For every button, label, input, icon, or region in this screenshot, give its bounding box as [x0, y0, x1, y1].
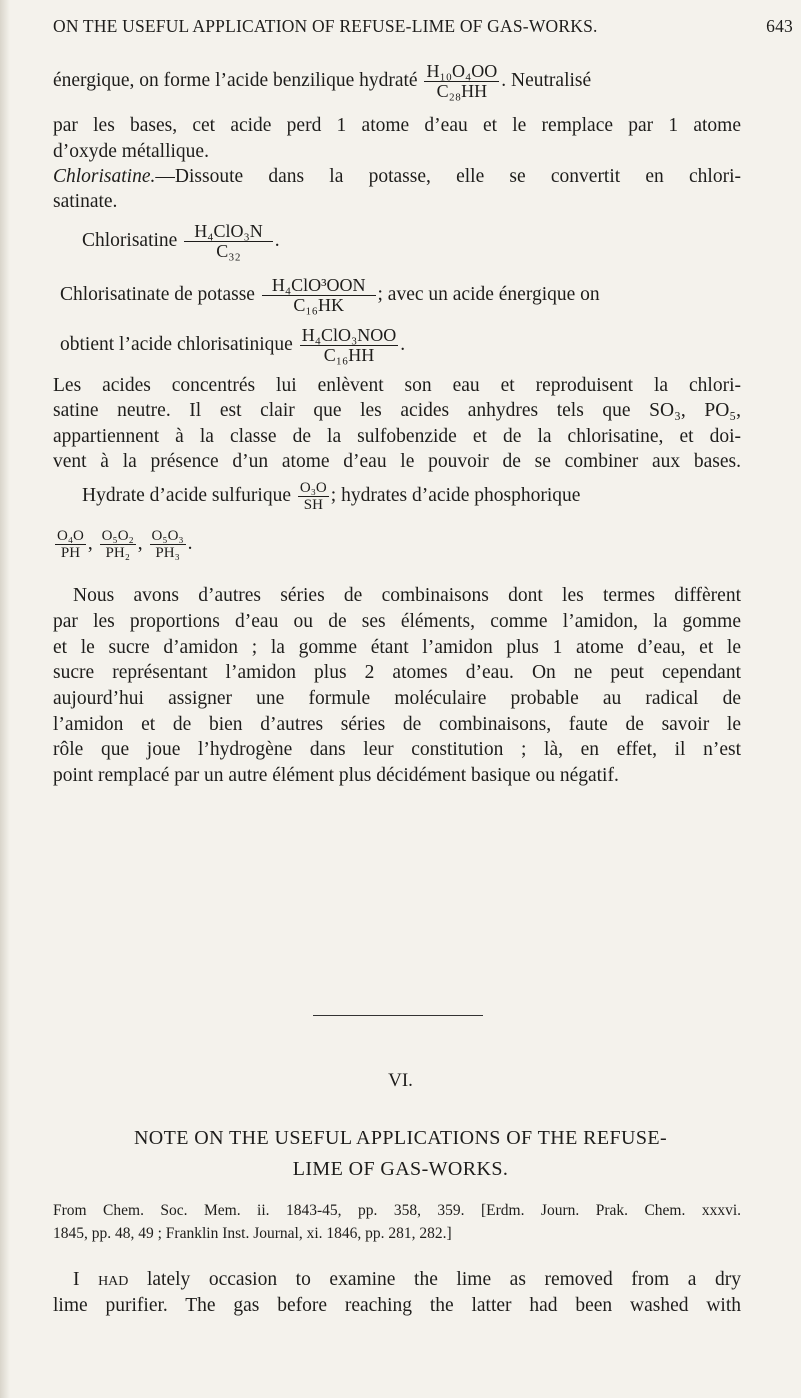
section-number: VI. [388, 1070, 413, 1091]
section-divider [313, 1015, 483, 1016]
paragraph-line: par les proportions d’eau ou de ses éléments, comme l’amidon, la gomme [53, 611, 741, 632]
source-citation: From Chem. Soc. Mem. ii. 1843-45, pp. 358, 359. [Erdm. Journ. Prak. Chem. xxxvi. [53, 1202, 741, 1219]
paragraph-line: l’amidon et de bien d’autres séries de combinaisons, faute de savoir le [53, 714, 741, 735]
paragraph-line: aujourd’hui assigner une formule moléculaire probable au radical de [53, 688, 741, 709]
page-number: 643 [766, 16, 793, 36]
phosphoric-hydrates: $\frac{\text{O₄O}}{PH}$ , $\frac{\text{O₅O₂}}{\text{PH₂}}$ , $\frac{\text{O₅O₃}}{\text{PH₃}}$ . [57, 528, 193, 561]
paragraph-line: Nous avons d’autres séries de combinaisons dont les termes diffèrent [73, 585, 741, 606]
running-header [53, 16, 793, 37]
paragraph-line: sucre représentant l’amidon plus 2 atomes d’eau. On ne peut cependant [53, 662, 741, 683]
paragraph-line: rôle que joue l’hydrogène dans leur constitution ; là, en effet, il n’est [53, 739, 741, 760]
formula-phosphoric-hydrate: $\frac{\text{O₄O}}{PH}$ [57, 528, 84, 561]
paragraph-line: lime purifier. The gas before reaching the latter had been washed with [53, 1295, 741, 1316]
page-binding-shadow [0, 0, 10, 1398]
formula-line: Chlorisatine $\frac{\text{H₄ClO₃N}}{\text{C₃₂}}$ . [82, 221, 280, 261]
formula-line: Hydrate d’acide sulfurique $\frac{\text{O₃O}}{SH}$ ; hydrates d’acide phosphorique [82, 480, 581, 513]
section-title-line: NOTE ON THE USEFUL APPLICATIONS OF THE REFUSE- [133, 1127, 668, 1149]
paragraph-line: par les bases, cet acide perd 1 atome d’eau et le remplace par 1 atome [53, 115, 741, 136]
paragraph-line: Les acides concentrés lui enlèvent son eau et reproduisent la chlori- [53, 375, 741, 396]
formula-line: obtient l’acide chlorisatinique $\frac{\text{H₄ClO₃NOO}}{\text{C₁₆HH}}$ . [60, 325, 406, 365]
paragraph-line: d’oxyde métallique. [53, 141, 209, 162]
paragraph-line: et le sucre d’amidon ; la gomme étant l’amidon plus 1 atome d’eau, et le [53, 637, 741, 658]
paragraph-line: appartiennent à la classe de la sulfobenzide et de la chlorisatine, et doi- [53, 426, 741, 447]
section-heading-chlorisatine: Chlorisatine. [53, 166, 156, 187]
source-citation: 1845, pp. 48, 49 ; Franklin Inst. Journal, xi. 1846, pp. 281, 282.] [53, 1225, 452, 1242]
paragraph-line: satine neutre. Il est clair que les acides anhydres tels que SO₃, PO₅, [53, 400, 741, 421]
paragraph-line: satinate. [53, 191, 118, 212]
formula-phosphoric-hydrate: $\frac{\text{O₅O₃}}{\text{PH₃}}$ [151, 528, 184, 561]
formula-chlorisatinic-acid: $\frac{\text{H₄ClO₃NOO}}{\text{C₁₆HH}}$ [301, 325, 397, 365]
paragraph-line: énergique, on forme l’acide benzilique hydraté $\frac{\text{H₁₀O₄OO}}{\text{C₂₈HH}}$ . Neutralisé [53, 61, 592, 101]
formula-benzilic-acid: $\frac{\text{H₁₀O₄OO}}{\text{C₂₈HH}}$ [426, 61, 498, 101]
paragraph-line: vent à la présence d’un atome d’eau le pouvoir de se combiner aux bases. [53, 451, 741, 472]
formula-chlorisatinate: $\frac{\text{H₄ClO³OON}}{\text{C₁₆HK}}$ [262, 276, 376, 315]
running-title: ON THE USEFUL APPLICATION OF REFUSE-LIME OF GAS-WORKS. [53, 16, 598, 36]
paragraph-line: I had lately occasion to examine the lime as removed from a dry [73, 1269, 741, 1290]
formula-line: Chlorisatinate de potasse $\frac{\text{H₄ClO³OON}}{\text{C₁₆HK}}$ ; avec un acide énergique on [60, 275, 600, 315]
section-title-line: LIME OF GAS-WORKS. [292, 1158, 509, 1180]
formula-sulfuric-hydrate: $\frac{\text{O₃O}}{SH}$ [299, 480, 327, 513]
formula-chlorisatine: $\frac{\text{H₄ClO₃N}}{\text{C₃₂}}$ [184, 222, 273, 261]
paragraph-line: point remplacé par un autre élément plus décidément basique ou négatif. [53, 765, 619, 786]
paragraph-line: Chlorisatine.—Dissoute dans la potasse, elle se convertit en chlori- [53, 166, 741, 187]
formula-phosphoric-hydrate: $\frac{\text{O₅O₂}}{\text{PH₂}}$ [101, 528, 134, 561]
